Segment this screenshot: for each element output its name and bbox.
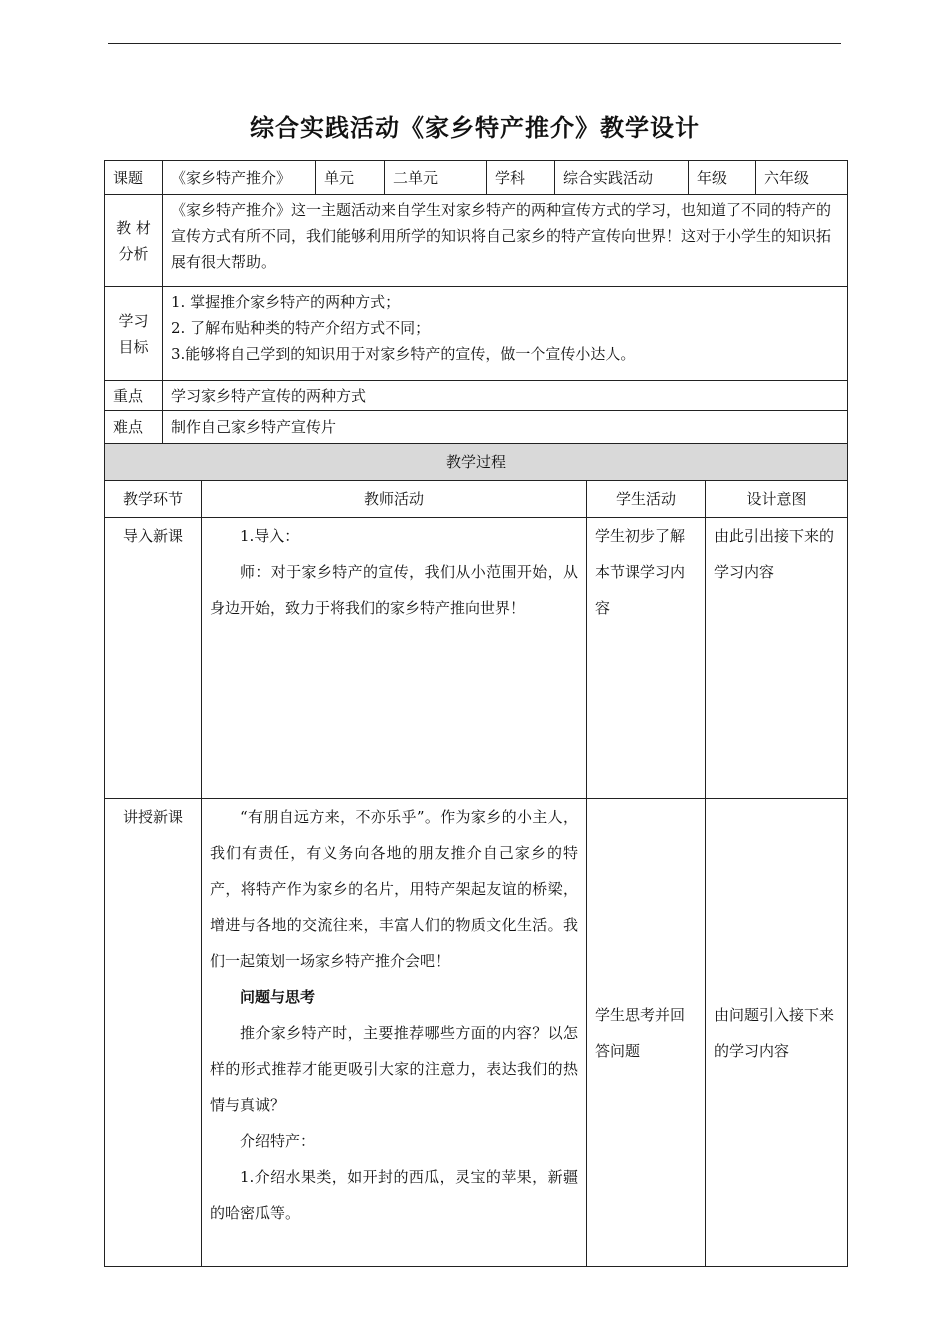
goals-list xyxy=(163,287,848,381)
process-row xyxy=(105,799,848,1267)
header-stage: 教学环节 xyxy=(105,481,202,518)
header-student: 学生活动 xyxy=(587,481,706,518)
difficulty-label: 难点 xyxy=(105,411,163,444)
student-activity-cell: 学生思考并回答问题 xyxy=(587,799,706,1267)
goal-item: 1. 掌握推介家乡特产的两种方式； xyxy=(171,293,401,311)
teacher-paragraph: 1.导入： xyxy=(240,527,300,545)
analysis-text: 《家乡特产推介》这一主题活动来自学生对家乡特产的两种宣传方式的学习，也知道了不同的特产的宣传方式有所不同，我们能够利用所学的知识将自己家乡的特产宣传向世界！这对于小学生的知识拓展有很大帮助。 xyxy=(163,195,848,287)
goals-label: 学习 目标 xyxy=(105,287,163,381)
process-row xyxy=(105,518,848,799)
teacher-paragraph: 师：对于家乡特产的宣传，我们从小范围开始，从身边开始，致力于将我们的家乡特产推向世界！ xyxy=(210,563,578,617)
analysis-row xyxy=(105,195,848,287)
info-row xyxy=(105,161,848,195)
teacher-paragraph: 1.介绍水果类，如开封的西瓜，灵宝的苹果，新疆的哈密瓜等。 xyxy=(210,1168,578,1222)
goal-item: 2. 了解布贴种类的特产介绍方式不同； xyxy=(171,319,431,337)
unit-value: 二单元 xyxy=(385,161,487,195)
design-intent-cell: 由此引出接下来的学习内容 xyxy=(706,518,848,799)
subject-value: 综合实践活动 xyxy=(555,161,689,195)
grade-label: 年级 xyxy=(689,161,756,195)
teacher-activity-cell xyxy=(202,799,587,1267)
stage-cell: 讲授新课 xyxy=(105,799,202,1267)
topic-label: 课题 xyxy=(105,161,163,195)
difficulty-text: 制作自己家乡特产宣传片 xyxy=(163,411,848,444)
lesson-info-table xyxy=(104,160,848,444)
analysis-label: 教 材 分析 xyxy=(105,195,163,287)
topic-value: 《家乡特产推介》 xyxy=(163,161,316,195)
header-rule xyxy=(108,43,841,44)
key-point-label: 重点 xyxy=(105,381,163,411)
unit-label: 单元 xyxy=(316,161,385,195)
process-title: 教学过程 xyxy=(105,444,848,481)
header-intent: 设计意图 xyxy=(706,481,848,518)
document-title: 综合实践活动《家乡特产推介》教学设计 xyxy=(250,113,700,142)
goals-row xyxy=(105,287,848,381)
goal-item: 3.能够将自己学到的知识用于对家乡特产的宣传，做一个宣传小达人。 xyxy=(171,345,636,363)
teaching-process-table xyxy=(104,443,848,1267)
difficulty-row xyxy=(105,411,848,444)
teacher-subheading: 问题与思考 xyxy=(240,988,316,1006)
process-title-row xyxy=(105,444,848,481)
student-activity-cell: 学生初步了解本节课学习内容 xyxy=(587,518,706,799)
stage-cell: 导入新课 xyxy=(105,518,202,799)
teacher-activity-cell xyxy=(202,518,587,799)
design-intent-cell: 由问题引入接下来的学习内容 xyxy=(706,799,848,1267)
teacher-paragraph: 推介家乡特产时，主要推荐哪些方面的内容？以怎样的形式推荐才能更吸引大家的注意力，表达我们的热情与真诚？ xyxy=(210,1024,578,1114)
key-point-row xyxy=(105,381,848,411)
subject-label: 学科 xyxy=(487,161,555,195)
teacher-paragraph: “有朋自远方来，不亦乐乎”。作为家乡的小主人，我们有责任，有义务向各地的朋友推介自己家乡的特产，将特产作为家乡的名片，用特产架起友谊的桥梁，增进与各地的交流往来，丰富人们的物质文化生活。我们一起策划一场家乡特产推介会吧！ xyxy=(210,808,578,970)
teacher-paragraph: 介绍特产： xyxy=(240,1132,316,1150)
grade-value: 六年级 xyxy=(756,161,848,195)
header-teacher: 教师活动 xyxy=(202,481,587,518)
key-point-text: 学习家乡特产宣传的两种方式 xyxy=(163,381,848,411)
process-header-row xyxy=(105,481,848,518)
